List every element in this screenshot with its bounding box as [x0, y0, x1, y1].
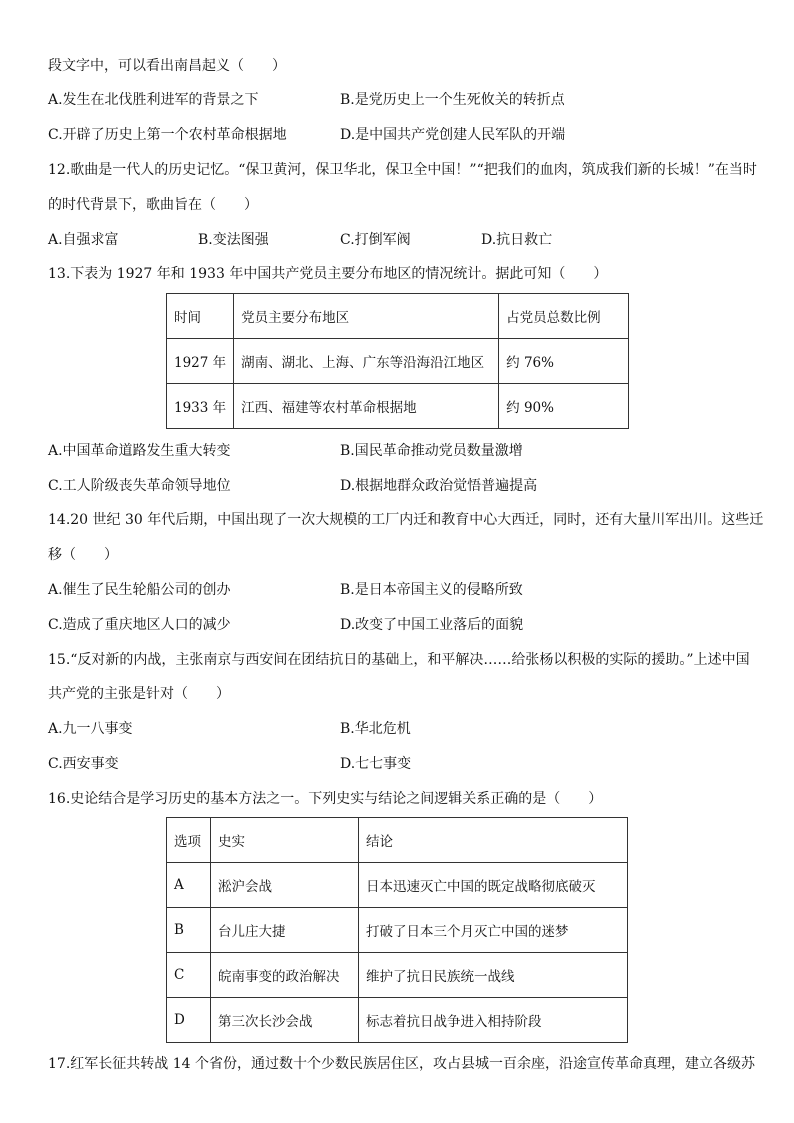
- table-row: [167, 908, 628, 953]
- table-cell: 江西、福建等农村革命根据地: [234, 384, 499, 429]
- table-cell: 1933 年: [167, 384, 234, 429]
- q14-stem-line2: 移（ ）: [48, 547, 118, 563]
- table-header-row: [167, 294, 629, 339]
- q12-option-a: A.自强求富: [48, 232, 119, 248]
- table-header-cell: 占党员总数比例: [499, 294, 629, 339]
- table-cell: 打破了日本三个月灭亡中国的迷梦: [359, 908, 628, 953]
- q16-stem: 16.史论结合是学习历史的基本方法之一。下列史实与结论之间逻辑关系正确的是（ ）: [48, 791, 603, 807]
- q14-stem-line1: 14.20 世纪 30 年代后期，中国出现了一次大规模的工厂内迁和教育中心大西迁，同时，还有大量川军出川。这些迁: [48, 512, 764, 528]
- table-header-cell: 结论: [359, 818, 628, 863]
- q14-option-d: D.改变了中国工业落后的面貌: [340, 617, 524, 633]
- table-header-row: [167, 818, 628, 863]
- table-cell: 湖南、湖北、上海、广东等沿海沿江地区: [234, 339, 499, 384]
- q13-option-d: D.根据地群众政治觉悟普遍提高: [340, 478, 538, 494]
- table-header-cell: 时间: [167, 294, 234, 339]
- table-cell: 第三次长沙会战: [211, 998, 359, 1043]
- table-cell: D: [167, 998, 211, 1043]
- q12-stem-line1: 12.歌曲是一代人的历史记忆。“保卫黄河，保卫华北，保卫全中国！”“把我们的血肉，筑成我们新的长城！”在当时: [48, 162, 757, 178]
- q11-option-c: C.开辟了历史上第一个农村革命根据地: [48, 127, 287, 143]
- q14-option-b: B.是日本帝国主义的侵略所致: [340, 582, 523, 598]
- q14-option-c: C.造成了重庆地区人口的减少: [48, 617, 231, 633]
- q15-option-b: B.华北危机: [340, 721, 411, 737]
- q12-option-c: C.打倒军阀: [340, 232, 411, 248]
- q13-option-c: C.工人阶级丧失革命领导地位: [48, 478, 231, 494]
- q14-option-a: A.催生了民生轮船公司的创办: [48, 582, 231, 598]
- q12-option-d: D.抗日救亡: [481, 232, 553, 248]
- q16-table: [166, 817, 628, 1043]
- table-cell: 皖南事变的政治解决: [211, 953, 359, 998]
- table-header-cell: 党员主要分布地区: [234, 294, 499, 339]
- table-cell: B: [167, 908, 211, 953]
- q15-option-a: A.九一八事变: [48, 721, 133, 737]
- q13-option-a: A.中国革命道路发生重大转变: [48, 443, 231, 459]
- table-cell: 维护了抗日民族统一战线: [359, 953, 628, 998]
- q12-option-b: B.变法图强: [198, 232, 269, 248]
- table-cell: 约 90%: [499, 384, 629, 429]
- q11-stem-tail: 段文字中，可以看出南昌起义（ ）: [48, 58, 286, 74]
- q12-stem-line2: 的时代背景下，歌曲旨在（ ）: [48, 197, 258, 213]
- table-cell: 台儿庄大捷: [211, 908, 359, 953]
- table-row: [167, 384, 629, 429]
- table-row: [167, 953, 628, 998]
- q15-option-d: D.七七事变: [340, 756, 412, 772]
- table-header-cell: 选项: [167, 818, 211, 863]
- table-cell: 标志着抗日战争进入相持阶段: [359, 998, 628, 1043]
- q15-stem-line2: 共产党的主张是针对（ ）: [48, 686, 230, 702]
- q17-stem-line1: 17.红军长征共转战 14 个省份，通过数十个少数民族居住区，攻占县城一百余座，沿途宣传革命真理，建立各级苏: [48, 1056, 755, 1072]
- table-row: [167, 998, 628, 1043]
- table-row: [167, 339, 629, 384]
- table-cell: A: [167, 863, 211, 908]
- q11-option-b: B.是党历史上一个生死攸关的转折点: [340, 92, 565, 108]
- table-cell: 淞沪会战: [211, 863, 359, 908]
- q15-option-c: C.西安事变: [48, 756, 119, 772]
- q11-option-a: A.发生在北伐胜利进军的背景之下: [48, 92, 259, 108]
- q11-option-d: D.是中国共产党创建人民军队的开端: [340, 127, 566, 143]
- q13-option-b: B.国民革命推动党员数量激增: [340, 443, 523, 459]
- table-cell: 1927 年: [167, 339, 234, 384]
- q15-stem-line1: 15.“反对新的内战，主张南京与西安间在团结抗日的基础上，和平解决……给张杨以积极的实际的援助。”上述中国: [48, 652, 750, 668]
- table-row: [167, 863, 628, 908]
- q13-table: [166, 293, 629, 429]
- table-cell: C: [167, 953, 211, 998]
- q13-stem: 13.下表为 1927 年和 1933 年中国共产党员主要分布地区的情况统计。据此可知（ ）: [48, 266, 608, 282]
- table-cell: 约 76%: [499, 339, 629, 384]
- table-header-cell: 史实: [211, 818, 359, 863]
- table-cell: 日本迅速灭亡中国的既定战略彻底破灭: [359, 863, 628, 908]
